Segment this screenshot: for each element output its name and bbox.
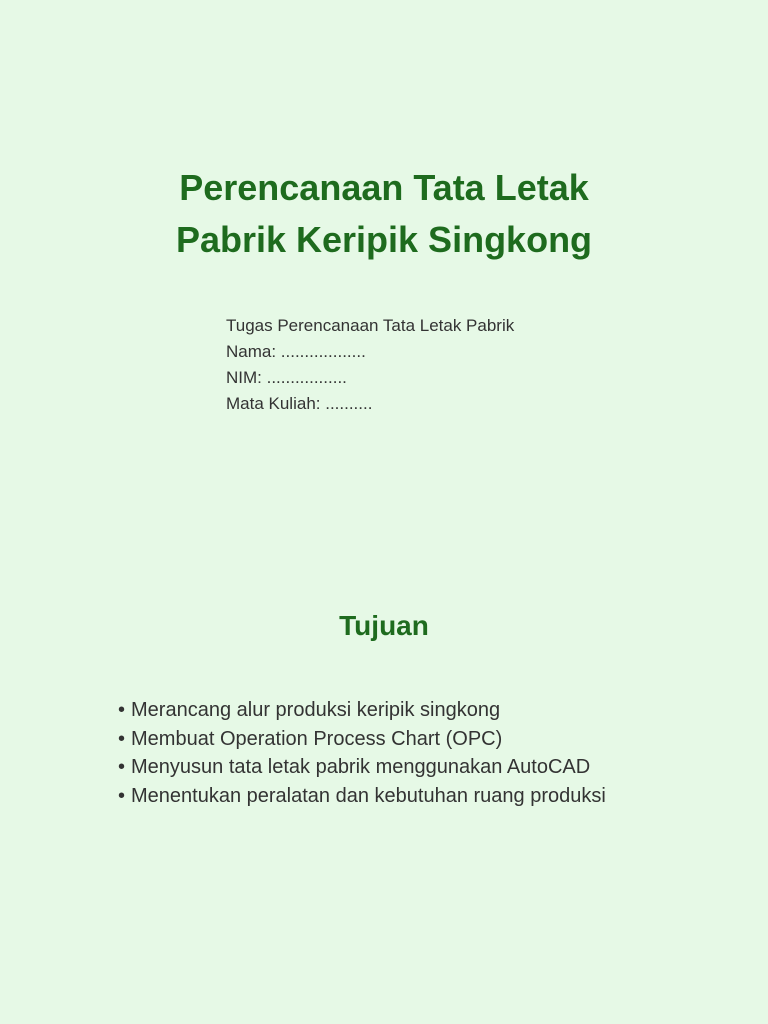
section-heading-goals: Tujuan: [339, 610, 429, 641]
assignment-info: [226, 313, 514, 417]
title-line-1: Perencanaan Tata Letak: [179, 167, 589, 208]
list-item: [118, 753, 606, 782]
list-item: [118, 782, 606, 811]
list-item: [118, 725, 606, 754]
list-item-text: Menentukan peralatan dan kebutuhan ruang produksi: [131, 784, 606, 807]
bullet-icon: •: [118, 784, 126, 807]
goals-list: [118, 696, 606, 810]
assignment-label: Tugas Perencanaan Tata Letak Pabrik: [226, 316, 515, 335]
student-nim-field: NIM: .................: [226, 368, 347, 387]
list-item: [118, 696, 606, 725]
bullet-icon: •: [118, 699, 126, 721]
page-title: [0, 162, 768, 266]
course-field: Mata Kuliah: ..........: [226, 394, 373, 413]
bullet-icon: •: [118, 727, 126, 750]
list-item-text: Menyusun tata letak pabrik menggunakan AutoCAD: [131, 756, 591, 778]
bullet-icon: •: [118, 756, 126, 778]
list-item-text: Membuat Operation Process Chart (OPC): [131, 727, 503, 750]
student-name-field: Nama: ..................: [226, 342, 366, 361]
list-item-text: Merancang alur produksi keripik singkong: [131, 699, 501, 721]
title-line-2: Pabrik Keripik Singkong: [175, 219, 593, 260]
